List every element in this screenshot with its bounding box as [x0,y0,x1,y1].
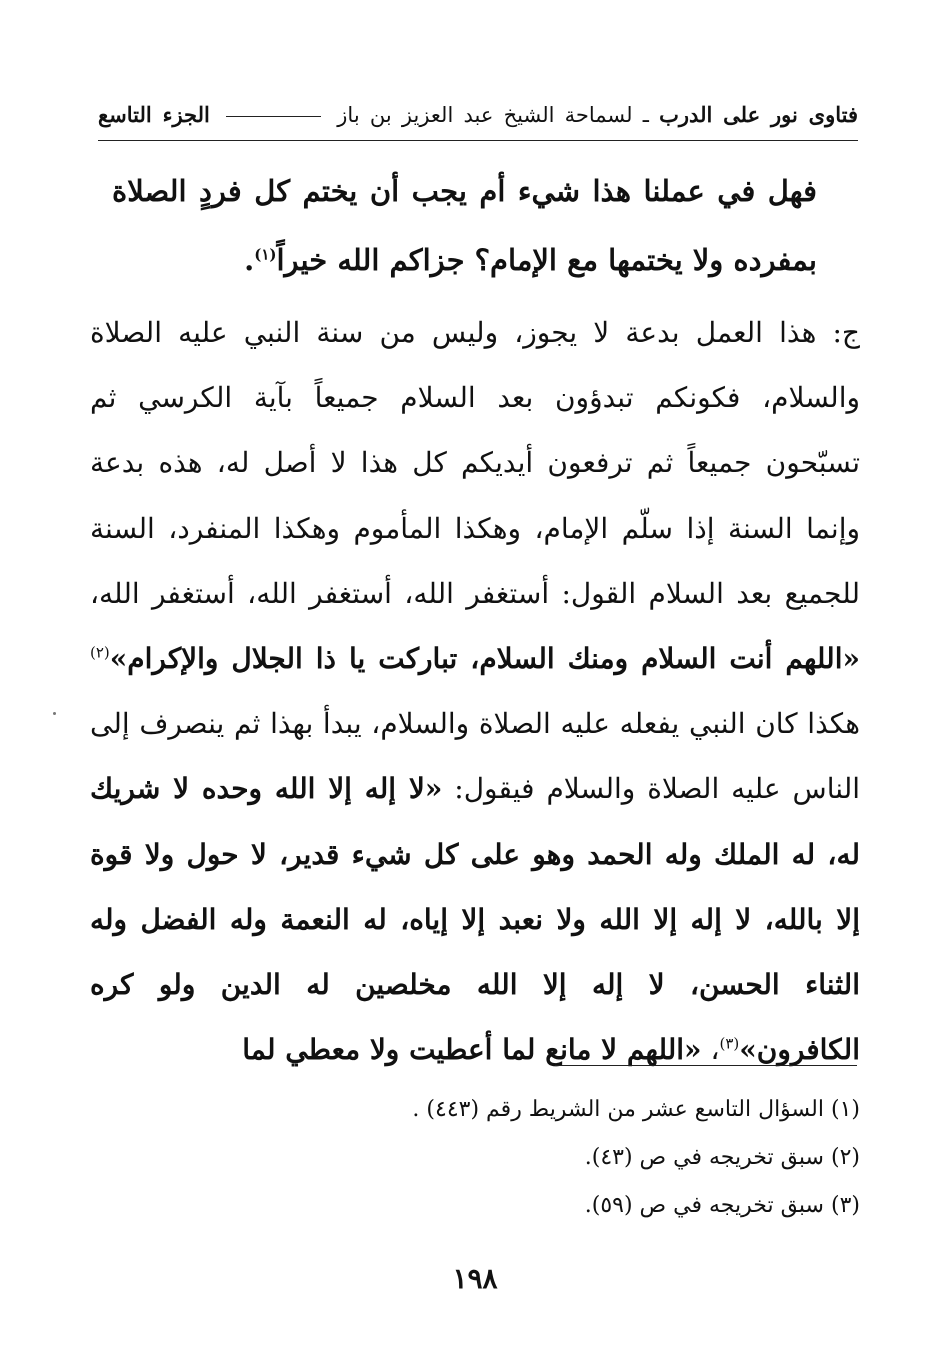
answer-part-2: هكذا كان النبي يفعله عليه الصلاة والسلام، يبدأ بهذا ثم ينصرف إلى الناس عليه الصلاة والسلام فيقول: [90,707,861,806]
footnote-2: (٢) سبق تخريجه في ص (٤٣). [584,1145,860,1170]
book-title: فتاوى نور على الدرب [659,102,858,127]
answer-part-1: ج: هذا العمل بدعة لا يجوز، وليس من سنة النبي عليه الصلاة والسلام، فكونكم تبدؤون بعد السلام جميعاً بآية الكرسي ثم تسبّحون جميعاً ثم ترفعون أيديكم كل هذا لا أصل له، هذه بدعة وإنما السنة إذا سلّم الإمام، وهكذا المأموم وهكذا المنفرد، السنة للجميع بعد السلام القول: أستغفر الله، أستغفر الله، أستغفر الله، [90,316,860,610]
footnote-1: (١) السؤال التاسع عشر من الشريط رقم (٤٤٣) . [412,1097,860,1122]
footnotes [300,1086,860,1230]
footnote-separator [555,1065,857,1066]
running-header [98,100,858,141]
footnote-3: (٣) سبق تخريجه في ص (٥٩). [584,1193,860,1218]
question-end: . [244,243,255,277]
author-name: ـ لسماحة الشيخ عبد العزيز بن باز [337,103,649,127]
page-number: ١٩٨ [452,1262,498,1295]
hadith-quote-3: «اللهم لا مانع لما أعطيت ولا معطي لما [242,1033,702,1067]
volume-label: الجزء التاسع [98,102,210,127]
answer-part-3: ، [710,1033,720,1067]
footnote-ref-1[interactable]: (١) [254,245,277,264]
question-text [112,157,817,295]
hadith-quote-2: «لا إله إلا الله وحده لا شريك له، له الملك وله الحمد وهو على كل شيء قدير، لا حول ولا قوة إلا بالله، لا إله إلا الله ولا نعبد إلا إياه، له النعمة وله الفضل وله الثناء الحسن، لا إله إلا الله مخلصين له الدين ولو كره الكافرون» [90,772,860,1067]
footnote-ref-2[interactable]: (٢) [90,643,110,662]
footnote-ref-3[interactable]: (٣) [719,1034,740,1053]
hadith-quote-1: «اللهم أنت السلام ومنك السلام، تباركت يا ذا الجلال والإكرام» [109,642,860,676]
answer-text [90,300,860,1082]
header-dash [226,116,321,117]
question-body: فهل في عملنا هذا شيء أم يجب أن يختم كل فردٍ الصلاة بمفرده ولا يختمها مع الإمام؟ جزاكم الله خيراً [112,174,818,277]
scan-speck [53,712,56,715]
